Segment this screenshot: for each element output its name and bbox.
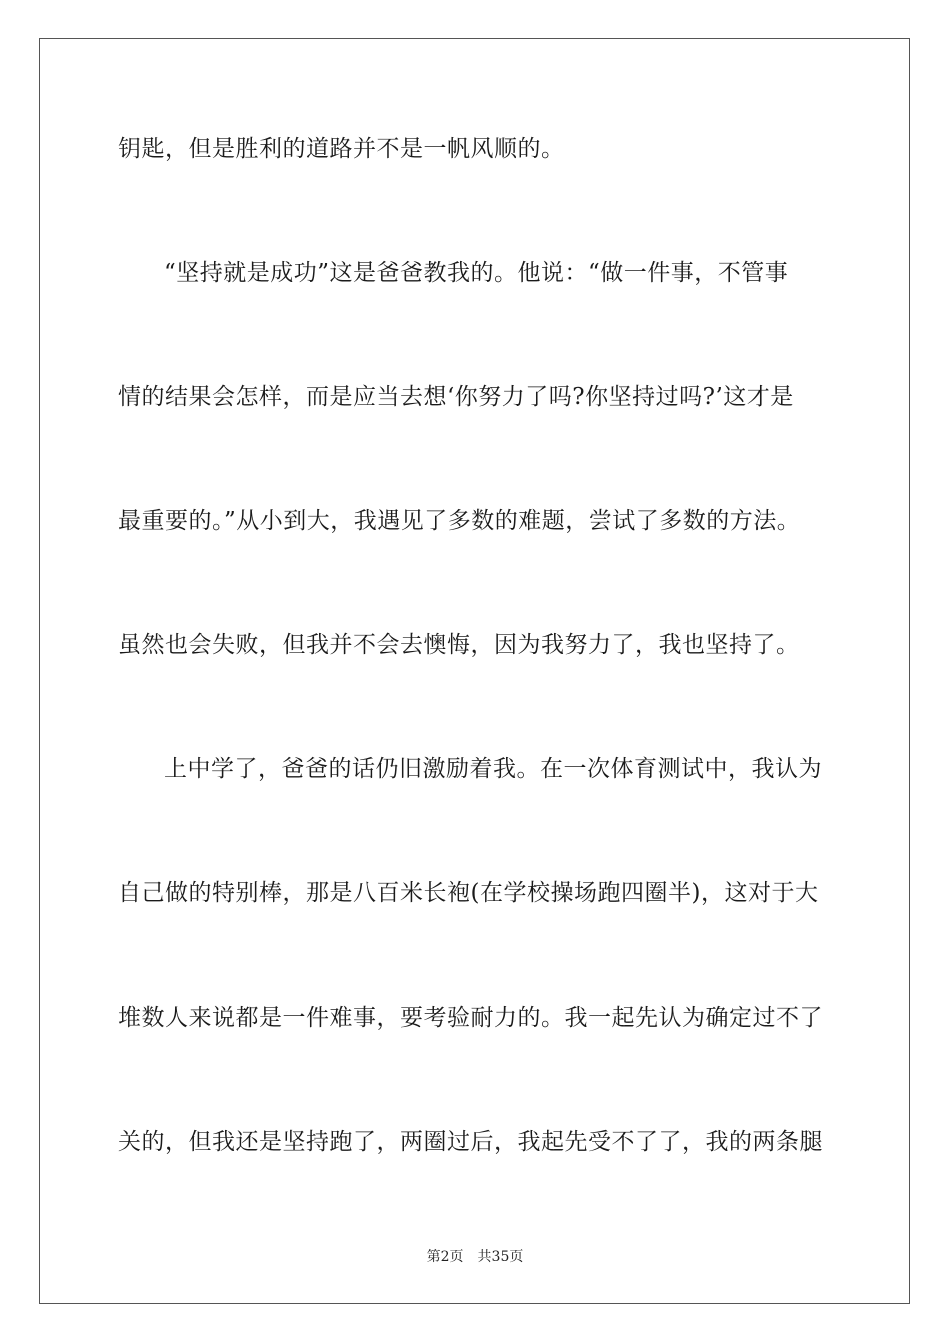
text-line: 钥匙，但是胜利的道路并不是一帆风顺的。 bbox=[118, 136, 565, 162]
text-line: 上中学了，爸爸的话仍旧激励着我。在一次体育测试中，我认为 bbox=[164, 756, 822, 782]
page-footer bbox=[0, 1248, 950, 1266]
text-line: 自己做的特别棒，那是八百米长袍(在学校操场跑四圈半)，这对于大 bbox=[118, 880, 819, 906]
total-pages: 共35页 bbox=[477, 1249, 524, 1265]
text-line: 情的结果会怎样，而是应当去想‘你努力了吗?你坚持过吗?’这才是 bbox=[118, 384, 794, 410]
text-line: “坚持就是成功”这是爸爸教我的。他说：“做一件事，不管事 bbox=[164, 260, 789, 286]
text-line: 关的，但我还是坚持跑了，两圈过后，我起先受不了了，我的两条腿 bbox=[118, 1129, 823, 1155]
text-line: 虽然也会失败，但我并不会去懊悔，因为我努力了，我也坚持了。 bbox=[118, 632, 800, 658]
text-line: 最重要的。”从小到大，我遇见了多数的难题，尝试了多数的方法。 bbox=[118, 508, 801, 534]
text-line: 堆数人来说都是一件难事，要考验耐力的。我一起先认为确定过不了 bbox=[118, 1005, 823, 1031]
page-border bbox=[39, 38, 910, 1304]
page-number: 第2页 bbox=[426, 1249, 464, 1265]
